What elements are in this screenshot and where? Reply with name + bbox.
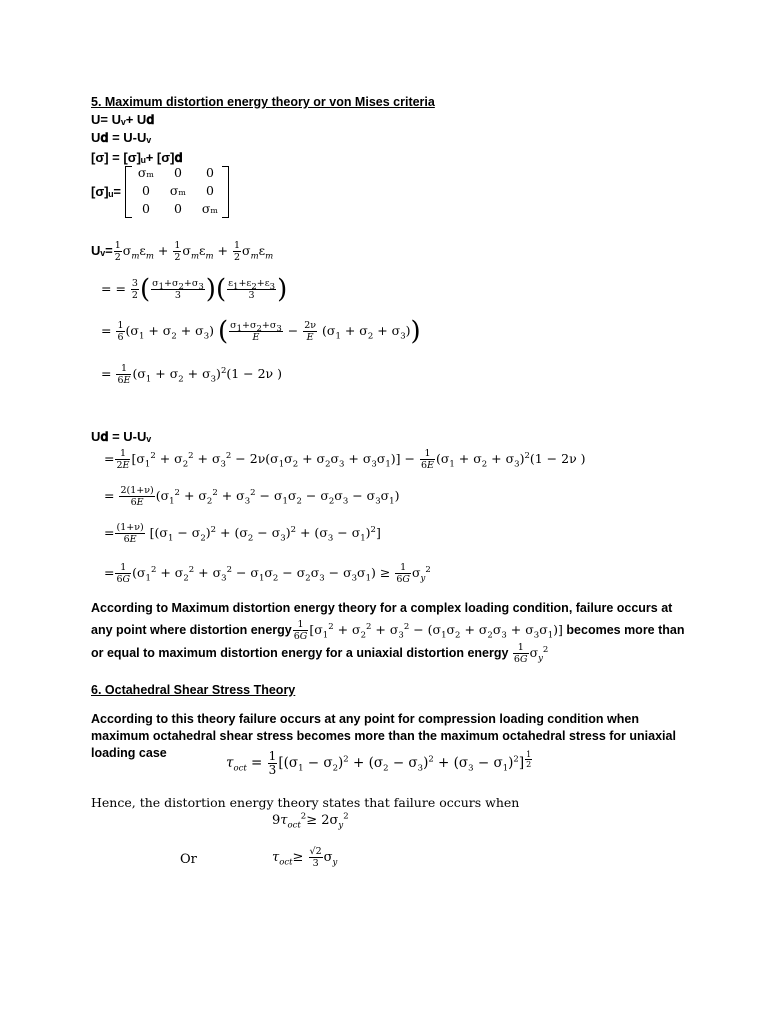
section-5-paragraph: According to Maximum distortion energy theory for a complex loading condition, failure occurs at any point where distortion energy $\frac{1}{6G}$ $[\sigma_1^2 + \sigma_2^2 + \sigma_3^2 - (\sigma_1\sigma_2 + \sigma_2\sigma_3 + \sigma_3\sigma_1)]$ becomes more than or equal to maximum distortion energy for a uniaxial distortion energy $\frac{1}{6G}$ $\sigma_y^2$ xyxy=(91,601,685,665)
equation-ud-line-2: = $\frac{2(1+\nu)}{6E}$ $(\sigma_1^2 + \sigma_2^2 + \sigma_3^2 - \sigma_1\sigma_2 - \sigma_2\sigma_3 - \sigma_3\sigma_1)$ xyxy=(104,485,400,508)
or-label: Or xyxy=(180,852,197,867)
matrix-cell: 0 xyxy=(142,183,150,198)
matrix-label: [σ]ᵤ= xyxy=(91,184,121,199)
equation-failure-condition: $9\tau_{oct}^2\ge 2\sigma_y^2$ xyxy=(272,811,349,831)
equation-ud-line-3: = $\frac{(1+\nu)}{6E}$ $[(\sigma_1 - \sigma_2)^2 + (\sigma_2 - \sigma_3)^2 + (\sigma_3 - \sigma_1)^2]$ xyxy=(104,522,381,545)
section-6-heading: 6. Octahedral Shear Stress Theory xyxy=(91,683,296,697)
matrix-cell: σₘ xyxy=(169,183,187,198)
section-6-paragraph: According to this theory failure occurs at any point for compression loading condition when maximum octahedral shear stress becomes more than the maximum octahedral stress for uniaxial loading case xyxy=(91,712,676,760)
equation-ud-line-4: = $\frac{1}{6G}$ $(\sigma_1^2 + \sigma_2^2 + \sigma_3^2 - \sigma_1\sigma_2 - \sigma_2\sigma_3 - \sigma_3\sigma_1)$ ≥ $\frac{1}{6G}$ $\sigma_y^2$ xyxy=(104,562,431,585)
matrix-cell: 0 xyxy=(174,201,182,216)
matrix-cell: 0 xyxy=(206,183,214,198)
uv-lhs: Uᵥ= xyxy=(91,243,113,258)
matrix-cell: 0 xyxy=(142,201,150,216)
equation-sigma-split: [σ] = [σ]ᵤ+ [σ]𝐝 xyxy=(91,150,183,165)
equation-ud-line-1: = $\frac{1}{2E}$ $[\sigma_1^2 + \sigma_2^2 + \sigma_3^2 - 2\nu(\sigma_1\sigma_2 + \sigma_2\sigma_3 + \sigma_3\sigma_1)]$ − $\frac{1}{6E}$ $(\sigma_1 + \sigma_2 + \sigma_3)^2(1 - 2\nu$ ) xyxy=(104,448,586,471)
hence-statement: Hence, the distortion energy theory states that failure occurs when xyxy=(91,795,520,810)
matrix-cell: 0 xyxy=(206,165,214,180)
equation-uv-line-1: Uᵥ= $\frac{1}{2}$ $\sigma_m\varepsilon_m$ + $\frac{1}{2}$ $\sigma_m\varepsilon_m$ + $\frac{1}{2}$ $\sigma_m\varepsilon_m$ xyxy=(91,240,274,263)
matrix-cell: σₘ xyxy=(137,165,155,180)
equation-u-total: U= Uᵥ+ U𝐝 xyxy=(91,112,155,127)
section-5-heading: 5. Maximum distortion energy theory or von Mises criteria xyxy=(91,95,435,109)
matrix-cell: σₘ xyxy=(201,201,219,216)
equation-tau-oct-limit: $\tau_{oct}\ge$ $\frac{√2}{3}$ $\sigma_y$ xyxy=(272,846,338,869)
equation-uv-line-2: = = $\frac{3}{2}$ ( $\frac{\sigma_1+\sigma_2+\sigma_3}{3}$ )( $\frac{\varepsilon_1+\varepsilon_2+\varepsilon_3}{3}$ ) xyxy=(101,274,288,305)
equation-ud: U𝐝 = U-Uᵥ xyxy=(91,130,152,145)
matrix-cell: 0 xyxy=(174,165,182,180)
equation-ud-restated: U𝐝 = U-Uᵥ xyxy=(91,429,152,444)
equation-uv-line-3: = $\frac{1}{6}$ $(\sigma_1 + \sigma_2 + \sigma_3)$ ( $\frac{\sigma_1+\sigma_2+\sigma_3}{E}$ − $\frac{2\nu}{E}$ $(\sigma_1 + \sigma_2 + \sigma_3)$) xyxy=(101,316,421,347)
stress-matrix xyxy=(125,166,229,218)
equation-uv-line-4: = $\frac{1}{6E}$ $(\sigma_1 + \sigma_2 + \sigma_3)^2(1 - 2\nu$ ) xyxy=(101,363,283,386)
equation-tau-oct: $\tau_{oct}$ = $\frac{1}{3}$ $[(\sigma_1 - \sigma_2)^2 + (\sigma_2 - \sigma_3)^2 + (\sigma_3 - \sigma_1)^2]$ $\frac{1}{2}$ xyxy=(226,749,532,777)
